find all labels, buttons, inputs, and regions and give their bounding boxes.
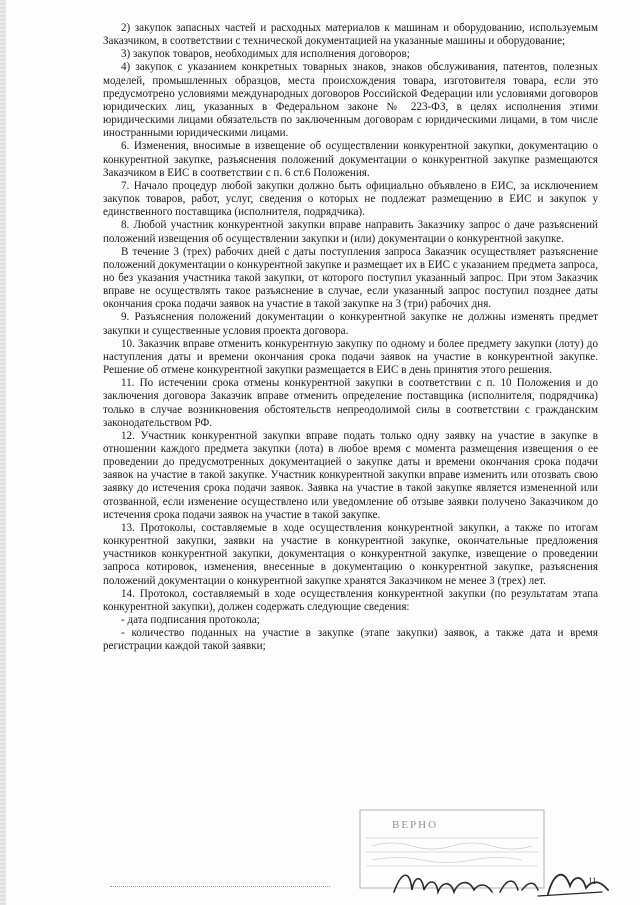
document-body (103, 22, 598, 654)
svg-text:ВЕРНО: ВЕРНО (392, 819, 439, 831)
scan-edge (0, 0, 6, 905)
paragraph-10: 10. Заказчик вправе отменить конкурентную закупку по одному и более предмету закупки (лоту) до наступления даты и времени окончания срока подачи заявок на участие в конкурентной закупке. Решение об отмене конкурентной закупки размещается в ЕИС в день принятия этого решения. (103, 337, 598, 377)
paragraph-13: 13. Протоколы, составляемые в ходе осуществления конкурентной закупки, а также по итогам конкурентной закупки, заявки на участие в конкурентной закупке, окончательные предложения участников конкурентной закупки, документация о конкурентной закупке, извещение о проведении запроса котировок, изменения, внесенные в документацию о конкурентной закупке, разъяснения положений документации о конкурентной закупке хранятся Заказчиком не менее 3 (трех) лет. (103, 521, 598, 587)
paragraph-6: 6. Изменения, вносимые в извещение об осуществлении конкурентной закупки, документацию о конкурентной закупке, разъяснения положений документации о конкурентной закупке размещаются Заказчиком в ЕИС в соответствии с п. 6 ст.6 Положения. (103, 140, 598, 179)
paragraph-8: 8. Любой участник конкурентной закупки вправе направить Заказчику запрос о даче разъяснений положений извещения об осуществлении закупки и (или) документации о конкурентной закупке. (103, 219, 598, 245)
paragraph-8-continued: В течение 3 (трех) рабочих дней с даты поступления запроса Заказчик осуществляет разъяснение положений документации о конкурентной закупке и размещает их в ЕИС с указанием предмета запроса, но без указания участника такой закупки, от которого поступил указанный запрос. При этом Заказчик вправе не осуществлять такое разъяснение в случае, если указанный запрос поступил позднее даты окончания срока подачи заявок на участие в такой закупке на 3 (три) рабочих дня. (103, 245, 598, 311)
paragraph-item-4: 4) закупок с указанием конкретных товарных знаков, знаков обслуживания, патентов, полезных моделей, промышленных образцов, места происхождения товара, изготовителя товара, если это предусмотрено условиями международных договоров Российской Федерации или условиями договоров юридических лиц, указанных в Федеральном законе № 223-ФЗ, в целях исполнения этими юридическими лицами обязательств по заключенным договорам с юридическими лицами, в том числе иностранными юридическими лицами. (103, 61, 598, 140)
list-item-signing-date: - дата подписания протокола; (121, 614, 260, 627)
paragraph-14: 14. Протокол, составляемый в ходе осуществления конкурентной закупки (по результатам этапа конкурентной закупки), должен содержать следующие сведения: (103, 587, 598, 613)
handwritten-signature (388, 862, 618, 902)
paragraph-11: 11. По истечении срока отмены конкурентной закупки в соответствии с п. 10 Положения и до заключения договора Заказчик вправе отменить определение поставщика (исполнителя, подрядчика) только в случае возникновения обстоятельств непреодолимой силы в соответствии с гражданским законодательством РФ. (103, 377, 598, 429)
footer-dotted-line (110, 886, 330, 889)
paragraph-12: 12. Участник конкурентной закупки вправе подать только одну заявку на участие в закупке в отношении каждого предмета закупки (лота) в любое время с момента размещения извещения о ее проведении до предусмотренных документацией о закупке даты и времени окончания срока подачи заявок на участие в такой закупке. Участник конкурентной закупки вправе изменить или отозвать свою заявку до истечения срока подачи заявок. Заявка на участие в такой закупке является измененной или отозванной, если изменение осуществлено или уведомление об отзыве заявки получено Заказчиком до истечения срока подачи заявок на участие в такой закупке. (103, 429, 598, 521)
paragraph-7: 7. Начало процедур любой закупки должно быть официально объявлено в ЕИС, за исключением закупок товаров, работ, услуг, сведения о которых не подлежат размещению в ЕИС и закупок у единственного поставщика (исполнителя, подрядчика). (103, 179, 598, 219)
paragraph-item-2: 2) закупок запасных частей и расходных материалов к машинам и оборудованию, используемым Заказчиком, в соответствии с технической документацией на указанные машины и оборудование; (103, 22, 598, 48)
list-item-applications-count: - количество поданных на участие в закупке (этапе закупки) заявок, а также дата и время регистрации каждой такой заявки; (103, 627, 598, 653)
paragraph-9: 9. Разъяснения положений документации о конкурентной закупке не должны изменять предмет закупки и существенные условия проекта договора. (103, 311, 598, 337)
page-number: 11 (588, 876, 597, 886)
paragraph-item-3: 3) закупок товаров, необходимых для исполнения договоров; (121, 48, 410, 61)
